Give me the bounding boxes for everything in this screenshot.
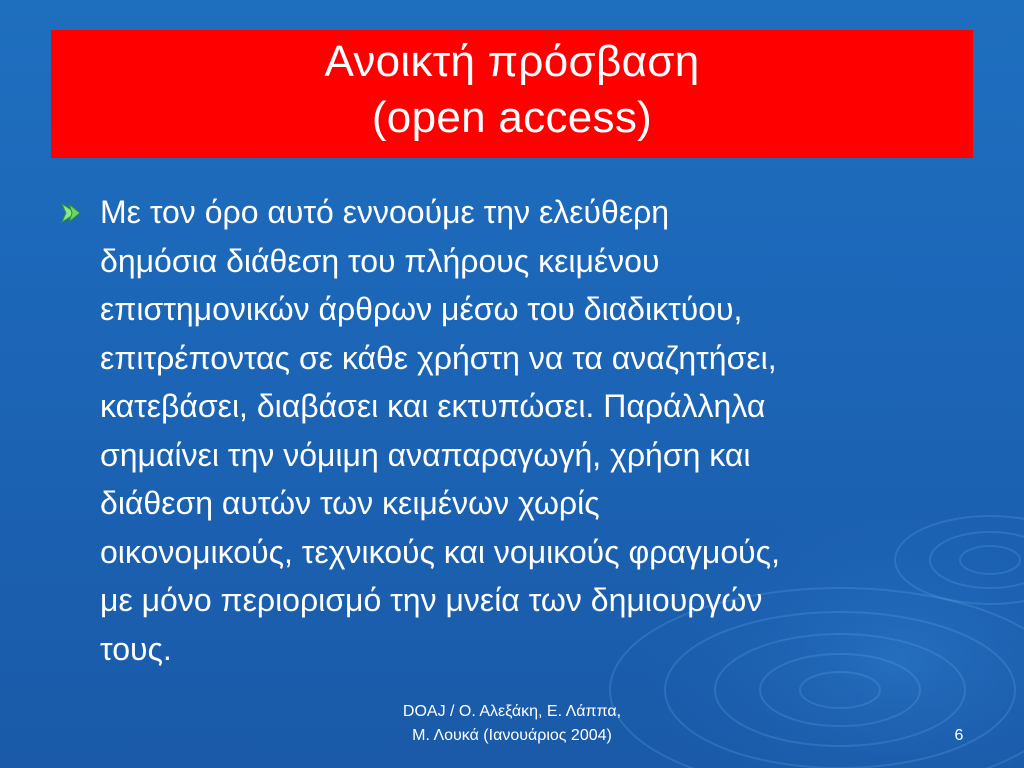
bullet-item: Με τον όρο αυτό εννοούμε την ελεύθερη δημόσια διάθεση του πλήρους κειμένου επιστημονικών άρθρων μέσω του διαδικτύου, επιτρέποντας σε κάθε χρήστη να τα αναζητήσει, κατεβάσει, διαβάσει και εκτυπώσει. Παράλληλα σημαίνει την νόμιμη αναπαραγωγή, χρήση και διάθεση αυτών των κειμένων χωρίς οικονομικούς, τεχνικούς και νομικούς φραγμούς, με μόνο περιορισμό την μνεία των δημιουργών τους.: [100, 194, 780, 667]
page-number: 6: [954, 727, 964, 744]
title-bar: [51, 30, 973, 158]
footer-line-1: DOAJ / Ο. Αλεξάκη, Ε. Λάππα,: [402, 703, 622, 720]
bullet-list: [60, 188, 960, 673]
slide-subtitle: (open access): [371, 93, 653, 142]
slide-title: Ανοικτή πρόσβαση: [324, 37, 700, 86]
footer: [300, 700, 724, 748]
footer-line-2: Μ. Λουκά (Ιανουάριος 2004): [412, 727, 612, 744]
arrow-bullet-icon: [60, 202, 82, 224]
